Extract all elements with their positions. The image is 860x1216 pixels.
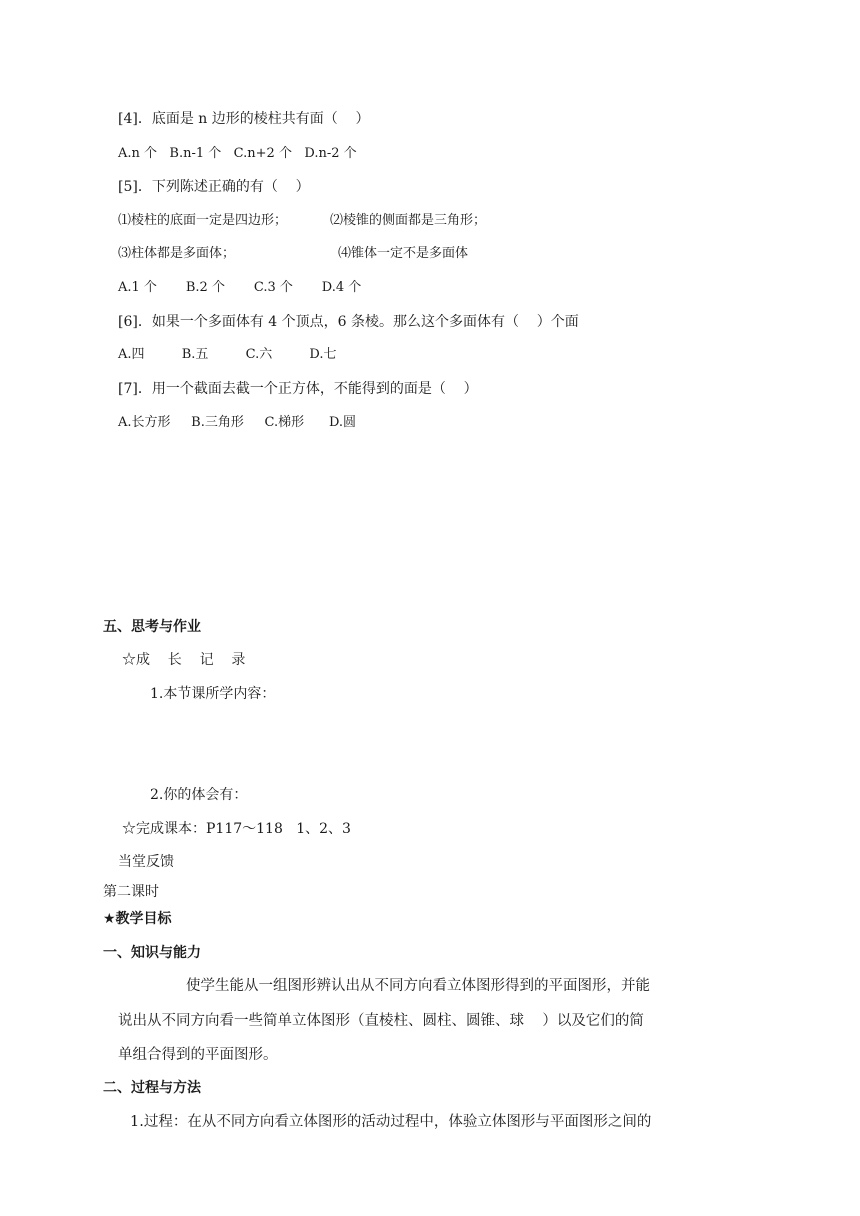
q6-options: A.四 B.五 C.六 D.七: [118, 347, 337, 362]
q7-options: A.长方形 B.三角形 C.梯形 D.圆: [118, 415, 357, 430]
process-heading: 二、过程与方法: [103, 1080, 201, 1096]
process-line-1: 1.过程：在从不同方向看立体图形的活动过程中，体验立体图形与平面图形之间的: [130, 1114, 652, 1130]
lesson2-title: 第二课时: [103, 884, 159, 900]
record-item-1: 1.本节课所学内容：: [150, 686, 276, 702]
goals-heading: ★教学目标: [103, 911, 172, 927]
record-item-2: 2.你的体会有：: [150, 787, 248, 803]
q4-stem: [4]．底面是 n 边形的棱柱共有面（ ）: [118, 111, 370, 127]
q5-statement-3: ⑶柱体都是多面体；: [118, 246, 236, 261]
q5-options: A.1 个 B.2 个 C.3 个 D.4 个: [118, 280, 362, 295]
record-title: ☆成 长 记 录: [122, 652, 246, 668]
knowledge-line-3: 单组合得到的平面图形。: [118, 1047, 278, 1063]
knowledge-line-2: 说出从不同方向看一些简单立体图形（直棱柱、圆柱、圆锥、球 ）以及它们的简: [118, 1013, 644, 1029]
q5-statement-1: ⑴棱柱的底面一定是四边形；: [118, 213, 288, 228]
q6-stem: [6]．如果一个多面体有 4 个顶点，6 条棱。那么这个多面体有（ ）个面: [118, 314, 579, 330]
q5-statement-4: ⑷锥体一定不是多面体: [338, 246, 469, 261]
homework-line: ☆完成课本：P117～118 1、2、3: [122, 821, 351, 837]
knowledge-line-1: 使学生能从一组图形辨认出从不同方向看立体图形得到的平面图形，并能: [186, 978, 650, 994]
knowledge-heading: 一、知识与能力: [103, 945, 201, 961]
q5-statement-2: ⑵棱锥的侧面都是三角形；: [330, 213, 487, 228]
q4-options: A.n 个 B.n-1 个 C.n+2 个 D.n-2 个: [118, 146, 357, 161]
feedback-label: 当堂反馈: [118, 854, 174, 870]
q7-stem: [7]．用一个截面去截一个正方体，不能得到的面是（ ）: [118, 381, 478, 397]
q5-stem: [5]．下列陈述正确的有（ ）: [118, 179, 310, 195]
section5-heading: 五、思考与作业: [103, 619, 201, 635]
